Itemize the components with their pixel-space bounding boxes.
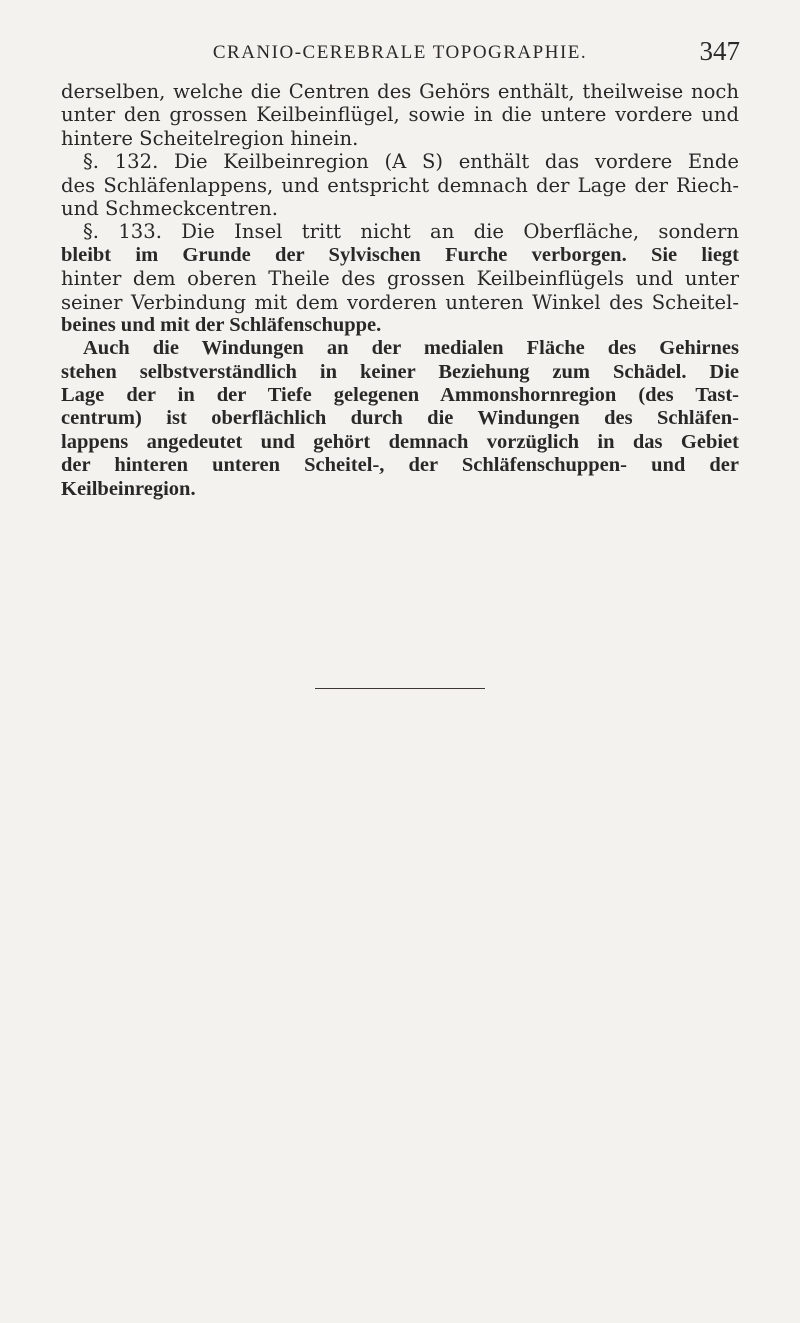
text-line: hintere Scheitelregion hinein. bbox=[61, 126, 359, 150]
text-line: der hinteren unteren Scheitel-, der Schläfenschuppen- und der bbox=[61, 454, 739, 477]
text-line: seiner Verbindung mit dem vorderen unteren Winkel des Scheitel- bbox=[61, 290, 739, 314]
running-title: CRANIO-CEREBRALE TOPOGRAPHIE. bbox=[212, 42, 588, 63]
text-line: bleibt im Grunde der Sylvischen Furche verborgen. Sie liegt bbox=[61, 243, 739, 266]
section-end-rule bbox=[315, 688, 485, 689]
paragraph-medial-line: Auch die Windungen an der medialen Fläche des Gehirnes bbox=[83, 337, 739, 360]
paragraph-133-line: §. 133. Die Insel tritt nicht an die Oberfläche, sondern bbox=[83, 220, 739, 244]
running-head bbox=[60, 36, 740, 76]
page-number: 347 bbox=[699, 36, 740, 66]
text-line: centrum) ist oberflächlich durch die Windungen des Schläfen- bbox=[61, 407, 739, 430]
text-line: unter den grossen Keilbeinflügel, sowie in die untere vordere und bbox=[61, 103, 739, 127]
paragraph-132-line: §. 132. Die Keilbeinregion (A S) enthält das vordere Ende bbox=[83, 150, 739, 174]
body-text bbox=[61, 80, 739, 501]
text-line: Keilbeinregion. bbox=[61, 477, 196, 500]
text-line: lappens angedeutet und gehört demnach vorzüglich in das Gebiet bbox=[61, 430, 739, 453]
text-line: beines und mit der Schläfenschuppe. bbox=[61, 313, 382, 336]
text-line: stehen selbstverständlich in keiner Beziehung zum Schädel. Die bbox=[61, 360, 739, 383]
text-line: Lage der in der Tiefe gelegenen Ammonshornregion (des Tast- bbox=[61, 384, 739, 407]
text-line: und Schmeckcentren. bbox=[61, 196, 278, 220]
text-line: hinter dem oberen Theile des grossen Keilbeinflügels und unter bbox=[61, 267, 739, 291]
text-line: derselben, welche die Centren des Gehörs enthält, theilweise noch bbox=[61, 80, 739, 103]
text-line: des Schläfenlappens, und entspricht demnach der Lage der Riech- bbox=[61, 173, 739, 197]
